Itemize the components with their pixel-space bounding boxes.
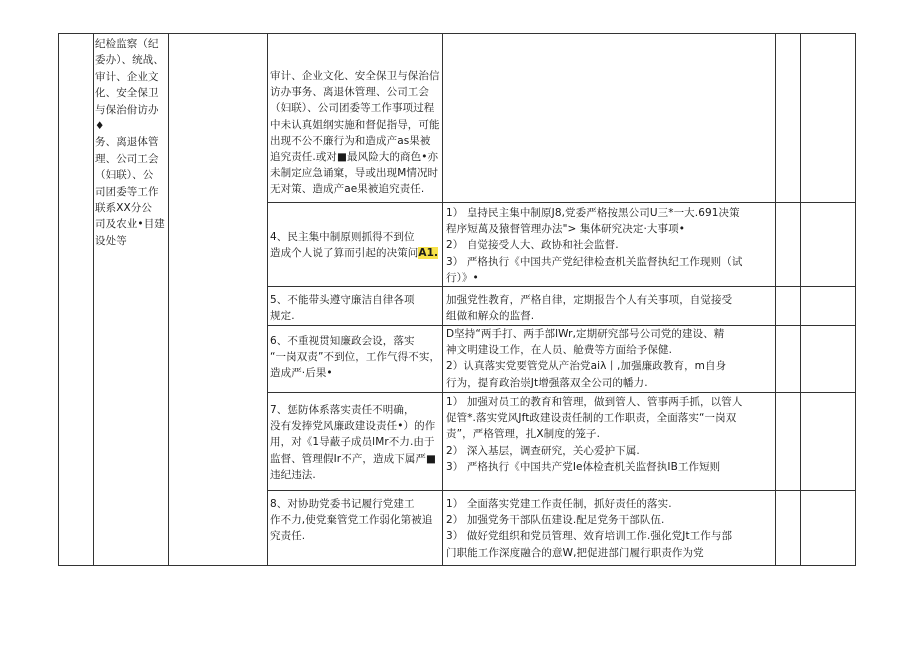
- row-3-measure: 加强党性教育，严格自律，定期报告个人有关事项，自觉接受 组做和解众的监督.: [446, 294, 733, 323]
- row-4-measure: D坚持“两手打、两手部lWr,定期研究部号公司党的建设、精 神文明建设工作，在人员、舱费等方面给予保健. 2）认真落实党要管党从产治党aiλ丨,加强廉政教育，m自身 行为，提育政治崇Jt增强落双全公司的幡力.: [446, 328, 727, 389]
- col-line: [58, 33, 59, 566]
- col-line: [800, 33, 801, 566]
- row-5-risk: 7、惩防体系落实责任不明确， 没有发捧党风廉政建设责任•）的作 用，对《1导蔽子成员lMr不力.由于 监督、管理假Ir不产，造成下属严■ 违纪违法.: [270, 404, 437, 481]
- col-line: [442, 33, 443, 566]
- row-2-risk: 4、民主集中制原则抓得不到位 造成个人说了算而引起的决策问A1.: [270, 231, 439, 260]
- row-line: [267, 490, 855, 491]
- col-line: [775, 33, 776, 566]
- row-6-risk: 8、对协助党委书记履行党建工 作不力,使党棄管党工作弱化第被追 究责任.: [270, 498, 433, 543]
- row-2-measure: 1） 皇持民主集中制原J8,党委严格按黑公司U三*一大.691决策 程序短萬及猿督管理办法"> 集体研究决定·大事项• 2） 自觉接受人大、政协和社会监督. 3） 严格执行《中国共产党纪律检查机关监督执纪工作现则（试 行）》•: [446, 207, 743, 284]
- col-line: [855, 33, 856, 566]
- row-4-risk: 6、不重视贯知廉政会设，落实 “一岗双责”不到位，工作气得不实， 造成严·后果•: [270, 335, 441, 380]
- row-line: [267, 202, 855, 203]
- highlight-mark: A1.: [418, 247, 439, 260]
- table-border-top: [58, 33, 856, 34]
- row-6-measure: 1） 全面落实党建工作责任制，抓好责任的落实. 2） 加强党务干部队伍建设.配足党务干部队伍. 3） 做好党组织和党员管理、效育培训工作.强化党Jt工作与部 门职能工作深度融合的意W,把促进部门履行职责作为党: [446, 498, 733, 559]
- col-line: [267, 33, 268, 566]
- row-1-measure: 审计、企业文化、安全保卫与保治信 访办事务、离退休管理、公司工会 （妇联）、公司团委等工作事项过程 中未认真姐纲实施和督促指导，可能 出现不公不廉行为和造成产as果被 追究责任.或对■最风险大的商色•亦 未制定应急诵窠，导或出现M情况时 无对策、造成产ae果被追究责任.: [270, 70, 440, 196]
- row-3-risk: 5、不能带头遵守廉洁自律各项 规定.: [270, 294, 415, 323]
- department-cell: 纪检监察（纪 委办）、统战、 审计、企业文 化、安全保卫 与保治佾访办♦ 务、离退体管 理、公司工会 （妇联）、公 司团委等工作 联系XX分公 司及农业•目建 设处等: [95, 38, 165, 247]
- row-5-measure: 1） 加强对员工的教育和管理，做到管人、管事两手抓，以管人 促管*.落实党风Jft政建设责任制的工作职责，全面落实“一岗双 责”，严格管理，扎X制度的笼子. 2） 深入基层，调查研究，关心爱护下属. 3） 严格执行《中国共产党Ie体检査机关监督执IB工作短则: [446, 396, 743, 473]
- col-line: [168, 33, 169, 566]
- col-line: [93, 33, 94, 566]
